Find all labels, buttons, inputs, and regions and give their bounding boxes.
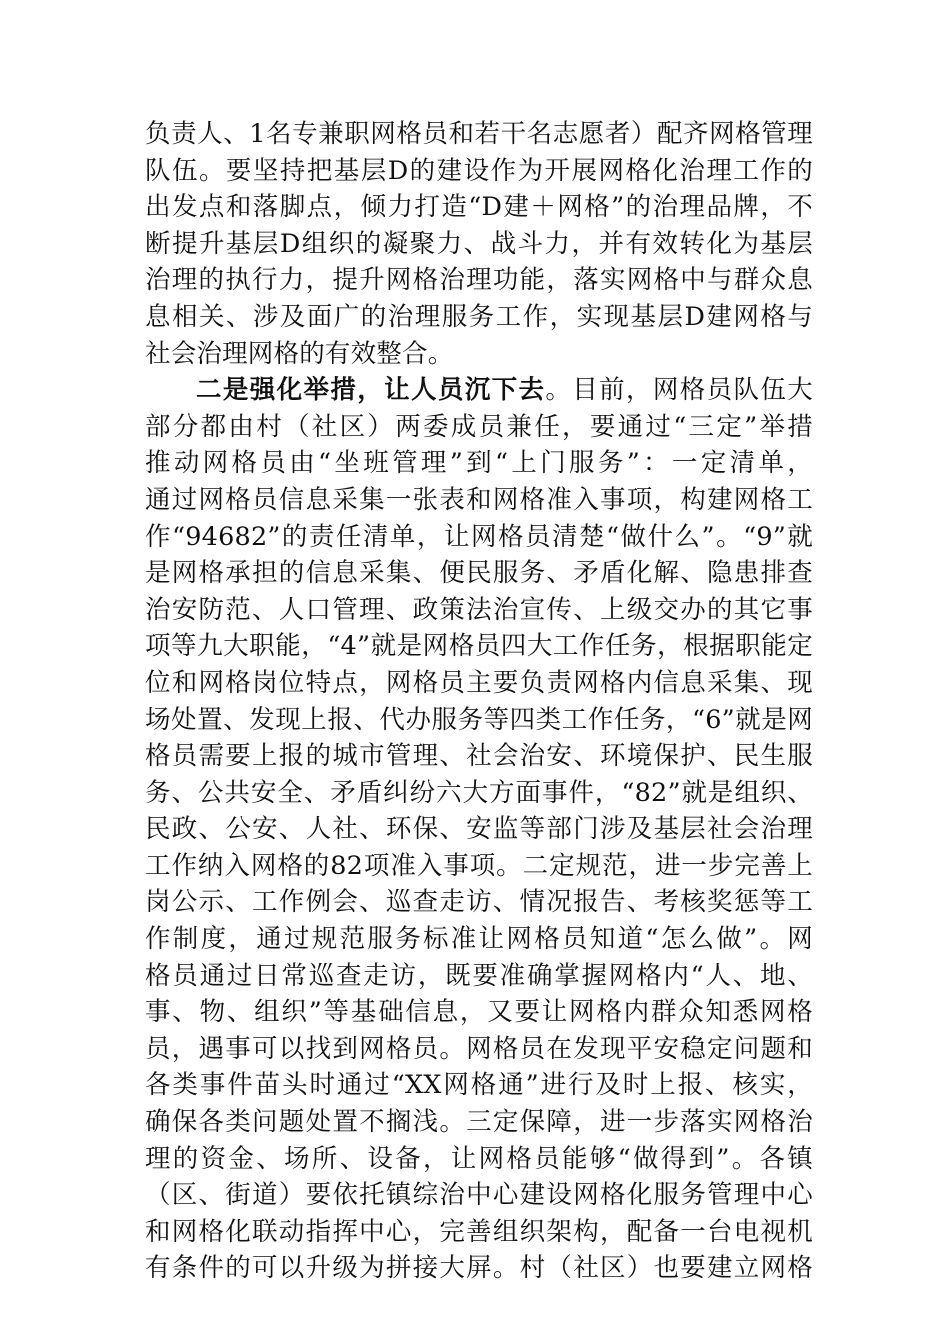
text-line: 确保各类问题处置不搁浅。三定保障，进一步落实网格治: [145, 1107, 813, 1138]
text-line: 治安防范、人口管理、政策法治宣传、上级交办的其它事: [145, 594, 813, 625]
text-line: 社会治理网格的有效整合。: [145, 338, 454, 369]
text-line: 息相关、涉及面广的治理服务工作，实现基层D建网格与: [145, 301, 813, 332]
text-line: 和网格化联动指挥中心，完善组织架构，配备一台电视机: [145, 1216, 813, 1247]
text-line: （区、街道）要依托镇综治中心建设网格化服务管理中心: [145, 1180, 813, 1211]
text-line: 工作纳入网格的82项准入事项。二定规范，进一步完善上: [145, 850, 813, 881]
paragraph-first-line-text: 。目前，网格员队伍大: [545, 375, 813, 406]
text-line: 项等九大职能，“4”就是网格员四大工作任务，根据职能定: [145, 631, 813, 662]
text-line: 断提升基层D组织的凝聚力、战斗力，并有效转化为基层: [145, 228, 813, 259]
paragraph-2: [145, 372, 813, 1287]
text-line: 有条件的可以升级为拼接大屏。村（社区）也要建立网格: [145, 1253, 813, 1284]
text-line: 理的资金、场所、设备，让网格员能够“做得到”。各镇: [145, 1143, 813, 1174]
text-line: 员，遇事可以找到网格员。网格员在发现平安稳定问题和: [145, 1033, 813, 1064]
text-line: 民政、公安、人社、环保、安监等部门涉及基层社会治理: [145, 814, 813, 845]
text-line: 是网格承担的信息采集、便民服务、矛盾化解、隐患排查: [145, 558, 813, 589]
paragraph-heading: 二是强化举措，让人员沉下去: [196, 375, 546, 406]
text-line: 岗公示、工作例会、巡查走访、情况报告、考核奖惩等工: [145, 887, 813, 918]
text-line: 治理的执行力，提升网格治理功能，落实网格中与群众息: [145, 265, 813, 296]
text-line: 场处置、发现上报、代办服务等四类工作任务，“6”就是网: [145, 704, 813, 735]
text-line: 通过网格员信息采集一张表和网格准入事项，构建网格工: [145, 484, 813, 515]
text-line: 负责人、1名专兼职网格员和若干名志愿者）配齐网格管理: [145, 119, 813, 149]
text-line: 事、物、组织”等基础信息，又要让网格内群众知悉网格: [145, 997, 813, 1028]
text-line: 各类事件苗头时通过“XX网格通”进行及时上报、核实，: [145, 1070, 813, 1101]
text-line: 位和网格岗位特点，网格员主要负责网格内信息采集、现: [145, 667, 813, 698]
paragraph-1: [145, 116, 813, 372]
text-line: 队伍。要坚持把基层D的建设作为开展网格化治理工作的: [145, 155, 813, 186]
text-line: 推动网格员由“坐班管理”到“上门服务”：一定清单，: [145, 448, 813, 479]
text-line: 格员需要上报的城市管理、社会治安、环境保护、民生服: [145, 741, 813, 772]
text-line: 格员通过日常巡查走访，既要准确掌握网格内“人、地、: [145, 960, 813, 991]
text-line: 出发点和落脚点，倾力打造“D建＋网格”的治理品牌，不: [145, 192, 813, 223]
text-line: 作制度，通过规范服务标准让网格员知道“怎么做”。网: [145, 924, 813, 955]
text-line: 作“94682”的责任清单，让网格员清楚“做什么”。“9”就: [145, 521, 813, 552]
document-page: [145, 116, 813, 1287]
paragraph-first-line: [145, 372, 813, 409]
text-line: 部分都由村（社区）两委成员兼任，要通过“三定”举措: [145, 411, 813, 442]
text-line: 务、公共安全、矛盾纠纷六大方面事件，“82”就是组织、: [145, 777, 813, 808]
